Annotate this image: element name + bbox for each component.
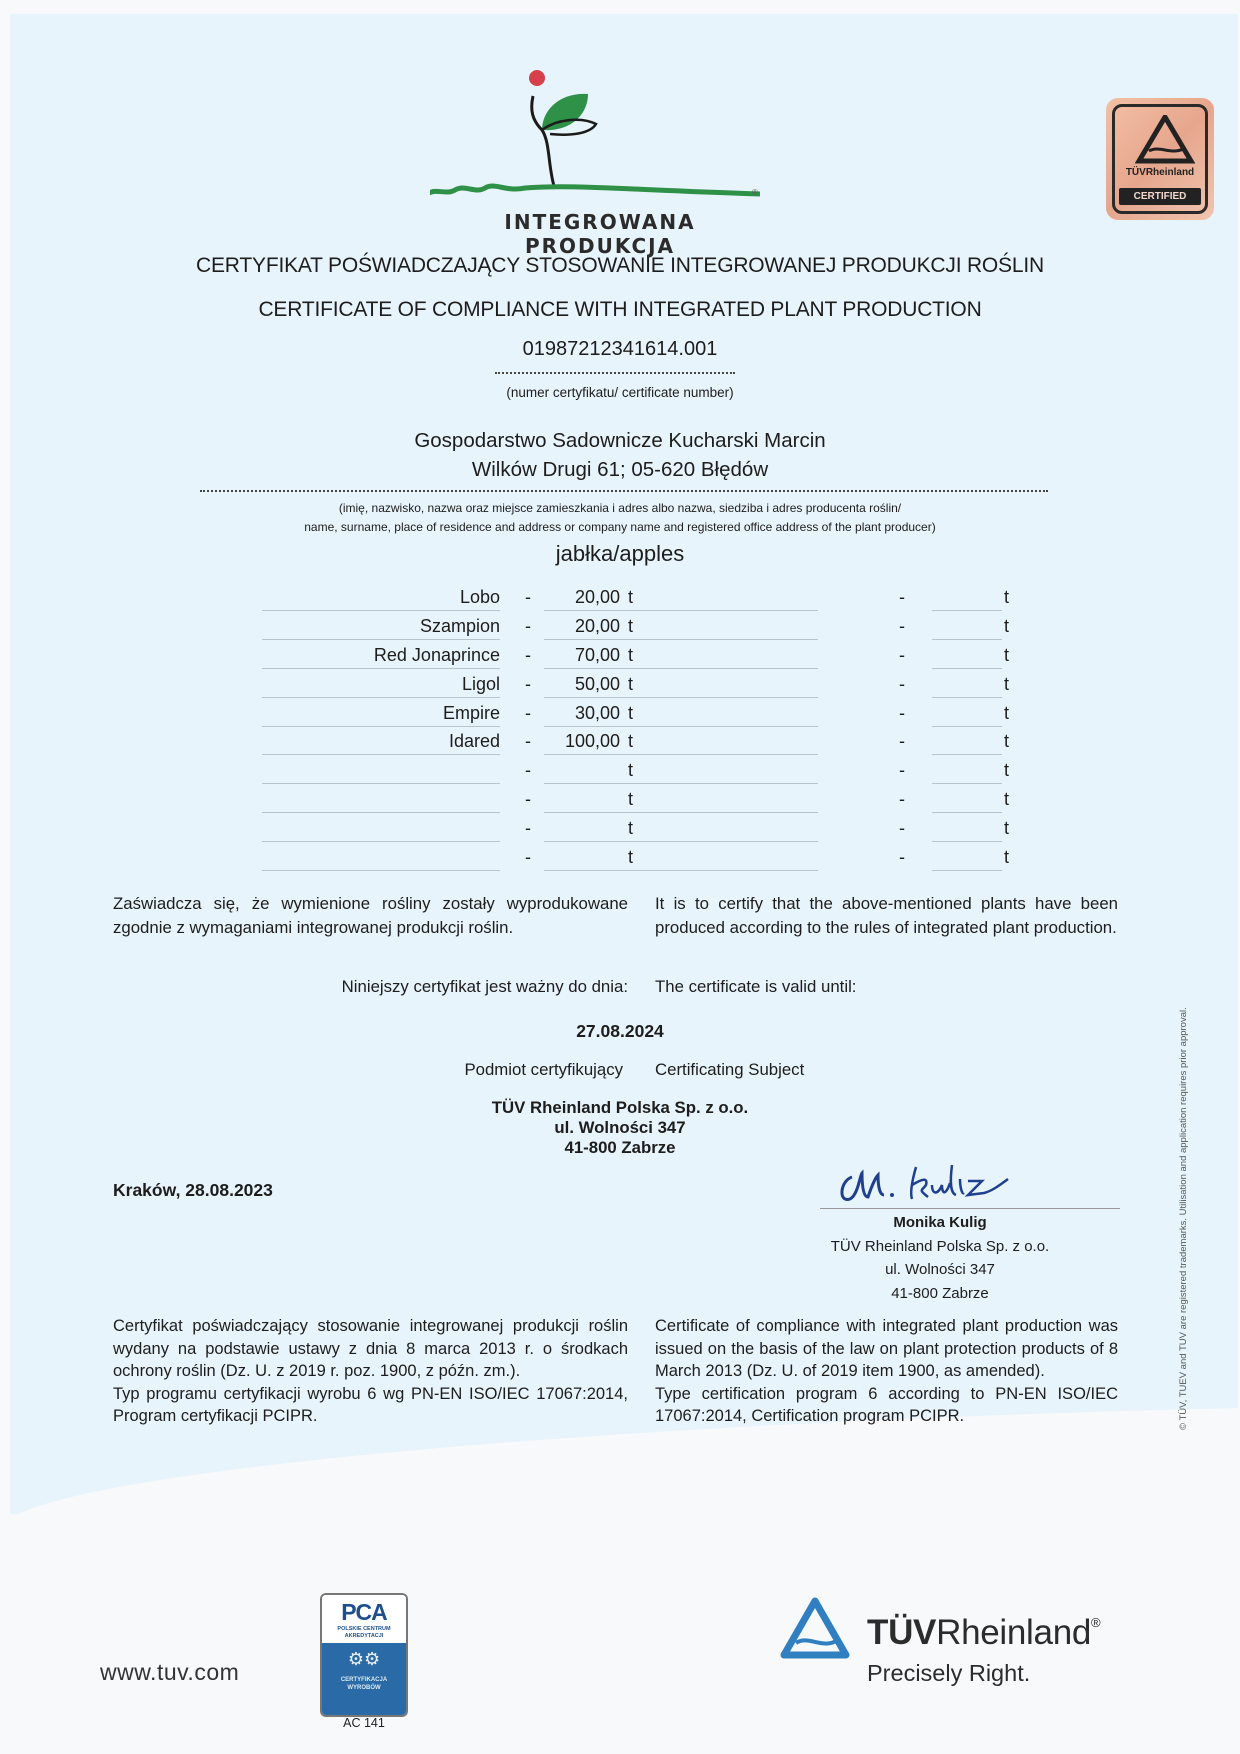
registered-mark: ® [1091,1615,1101,1630]
variety-name [262,786,500,813]
variety-quantity: 30,00 [544,700,620,727]
pca-logo-text: PCA [341,1599,387,1625]
dotted-line [495,372,735,374]
dash: - [899,789,905,810]
variety-name-col2 [600,815,818,842]
table-row [260,844,1010,873]
table-row [260,584,1010,613]
variety-quantity: 20,00 [544,613,620,640]
variety-quantity-col2 [932,642,1002,669]
dash: - [525,731,531,752]
certificate-number-label: (numer certyfikatu/ certificate number) [506,385,734,400]
logo-text: INTEGROWANA PRODUKCJA [504,210,696,258]
signer-city: 41-800 Zabrze [891,1284,989,1302]
producer-label-polish: (imię, nazwisko, nazwa oraz miejsce zamieszkania i adres albo nazwa, siedziba i adres producenta roślin/ [338,501,902,515]
dash: - [525,818,531,839]
pca-sub2: AKREDYTACJI [344,1633,384,1639]
variety-name-col2 [600,642,818,669]
variety-quantity-col2 [932,728,1002,755]
dash: - [899,818,905,839]
pca-cert1: CERTYFIKACJA [340,1677,388,1683]
unit: t [1004,731,1010,752]
dash: - [525,587,531,607]
badge-brand: TÜVRheinland [1125,167,1195,178]
unit: t [1004,789,1010,810]
signer-block [770,1211,1110,1305]
unit: t [628,644,634,665]
unit: t [628,731,634,752]
variety-name: Red Jonaprince [262,642,500,669]
trademark-note: © TÜV, TUEV and TUV are registered trademarks. Utilisation and application requires prior approval. [1178,1007,1189,1430]
dash: - [899,847,905,868]
table-row [260,728,1010,757]
dash: - [899,731,905,752]
tuv-certified-badge [1106,98,1214,220]
unit: t [1004,847,1010,868]
dash: - [899,587,905,607]
legal-basis-polish-text: Certyfikat poświadczający stosowanie integrowanej produkcji roślin wydany na podstawie ustawy z dnia 8 marca 2013 r. o środkach ochrony roślin (Dz. U. z 2019 r. poz. 1900, z późn. zm.). [113,1317,628,1380]
registered-mark: ® [752,188,758,197]
variety-quantity: 20,00 [544,584,620,611]
variety-quantity: 70,00 [544,642,620,669]
certifying-body [0,1098,1240,1158]
unit: t [628,847,634,868]
table-row [260,613,1010,642]
tuv-triangle-icon [1135,115,1195,165]
variety-name-col2 [600,700,818,727]
issue-place-date: Kraków, 28.08.2023 [113,1180,273,1200]
unit: t [628,615,634,636]
variety-name [262,815,500,842]
table-row [260,757,1010,786]
certificate-number: 01987212341614.001 [522,338,718,360]
dash: - [899,615,905,636]
certifying-subject-label-english: Certificating Subject [655,1060,805,1079]
tuv-rheinland-brand [867,1613,1100,1653]
badge-certified-label: CERTIFIED [1119,188,1201,205]
unit: t [628,760,634,781]
variety-quantity-col2 [932,786,1002,813]
legal-basis-english-text: Certificate of compliance with integrated plant production was issued on the basis of the law on plant protection products of 8 March 2013 (Dz. U. of 2019 item 1900, as amended). [655,1317,1118,1380]
certifying-subject-label-polish: Podmiot certyfikujący [464,1060,623,1079]
table-row [260,815,1010,844]
table-row [260,671,1010,700]
variety-quantity-col2 [932,584,1002,611]
crop-name: jabłka/apples [555,541,685,566]
variety-name: Szampion [262,613,500,640]
pca-cert2: WYROBÓW [347,1685,381,1691]
gears-icon: ⚙⚙ [347,1649,381,1669]
table-row [260,642,1010,671]
producer-name: Gospodarstwo Sadownicze Kucharski Marcin [414,429,826,452]
dash: - [525,702,531,723]
dash: - [525,673,531,694]
variety-name-col2 [600,671,818,698]
variety-quantity: 100,00 [544,728,620,755]
dash: - [525,760,531,781]
signer-street: ul. Wolności 347 [885,1261,995,1278]
variety-quantity-col2 [932,757,1002,784]
unit: t [1004,760,1010,781]
program-type-english: Type certification program 6 according to PN-EN ISO/IEC 17067:2014, Certification program PCIPR. [655,1384,1118,1425]
dash: - [525,615,531,636]
title-english: CERTIFICATE OF COMPLIANCE WITH INTEGRATED PLANT PRODUCTION [258,298,982,321]
unit: t [628,818,634,839]
statement-english: It is to certify that the above-mentioned plants have been produced according to the rules of integrated plant production. [655,894,1118,937]
variety-name: Empire [262,700,500,727]
dash: - [525,644,531,665]
legal-basis-polish [113,1315,628,1428]
unit: t [628,673,634,694]
pca-sub1: POLSKIE CENTRUM [337,1626,391,1632]
tuv-triangle-icon [780,1597,850,1659]
variety-quantity-col2 [932,700,1002,727]
variety-name [262,844,500,871]
validity-label-polish: Niniejszy certyfikat jest ważny do dnia: [341,977,628,996]
certifying-body-street: ul. Wolności 347 [554,1118,686,1137]
variety-name-col2 [600,584,818,611]
website-link[interactable]: www.tuv.com [100,1659,240,1685]
unit: t [628,702,634,723]
variety-name [262,757,500,784]
brand-bold: TÜV [867,1613,937,1652]
variety-quantity-col2 [932,613,1002,640]
variety-name-col2 [600,757,818,784]
pca-accreditation-logo [320,1593,408,1717]
signer-company: TÜV Rheinland Polska Sp. z o.o. [830,1237,1050,1255]
integrated-production-logo [430,70,770,258]
variety-name: Idared [262,728,500,755]
dash: - [899,673,905,694]
signature-line [820,1208,1120,1209]
legal-basis-english [655,1315,1118,1428]
unit: t [628,789,634,810]
unit: t [1004,644,1010,665]
variety-name: Ligol [262,671,500,698]
validity-date: 27.08.2024 [576,1021,664,1041]
dash: - [525,847,531,868]
unit: t [1004,702,1010,723]
variety-name-col2 [600,613,818,640]
accreditation-code: AC 141 [343,1716,385,1730]
tuv-claim: Precisely Right. [867,1660,1031,1686]
unit: t [1004,587,1010,607]
variety-name-col2 [600,728,818,755]
signature-icon [832,1155,1012,1215]
unit: t [628,587,634,607]
table-row [260,786,1010,815]
varieties-table [260,584,1010,873]
variety-name: Lobo [262,584,500,611]
variety-quantity-col2 [932,844,1002,871]
title-polish: CERTYFIKAT POŚWIADCZAJĄCY STOSOWANIE INTEGROWANEJ PRODUKCJI ROŚLIN [196,254,1044,277]
variety-quantity-col2 [932,815,1002,842]
certifying-body-name: TÜV Rheinland Polska Sp. z o.o. [491,1098,749,1117]
unit: t [1004,615,1010,636]
validity-label-english: The certificate is valid until: [655,977,857,996]
producer-address: Wilków Drugi 61; 05-620 Błędów [471,458,769,481]
dotted-line [200,490,1048,492]
dash: - [899,644,905,665]
producer-label-english: name, surname, place of residence and address or company name and registered office address of the plant producer) [304,520,936,534]
variety-quantity-col2 [932,671,1002,698]
variety-name-col2 [600,786,818,813]
signer-name: Monika Kulig [893,1214,987,1231]
table-row [260,700,1010,729]
unit: t [1004,673,1010,694]
program-type-polish: Typ programu certyfikacji wyrobu 6 wg PN-EN ISO/IEC 17067:2014, Program certyfikacji PCIPR. [113,1384,628,1425]
dash: - [899,760,905,781]
brand-rest: Rheinland [936,1613,1092,1652]
variety-quantity: 50,00 [544,671,620,698]
plant-logo-icon [430,70,770,210]
certifying-body-city: 41-800 Zabrze [564,1138,676,1157]
variety-name-col2 [600,844,818,871]
dash: - [899,702,905,723]
dash: - [525,789,531,810]
statement-polish: Zaświadcza się, że wymienione rośliny zostały wyprodukowane zgodnie z wymaganiami integrowanej produkcji roślin. [113,894,628,937]
unit: t [1004,818,1010,839]
